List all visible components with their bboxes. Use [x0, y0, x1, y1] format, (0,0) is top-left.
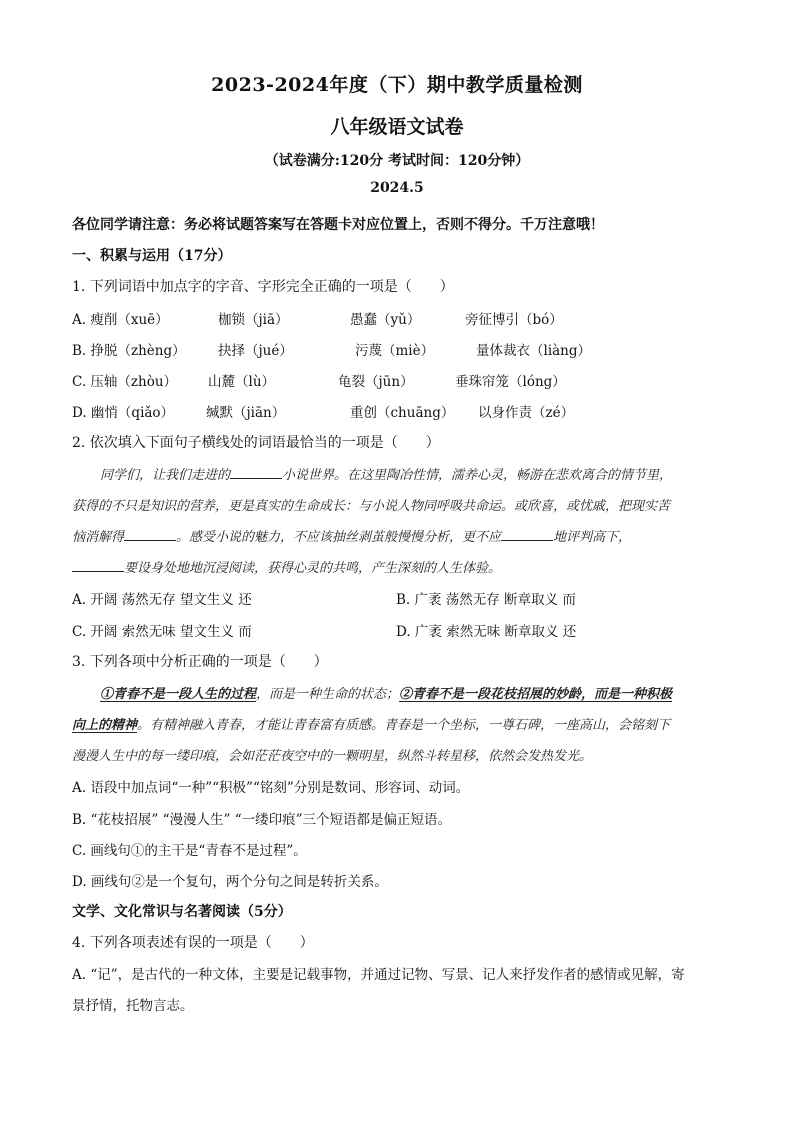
q1-option-b-4: 量体裁衣（liàng） [476, 343, 592, 359]
section2-heading: 文学、文化常识与名著阅读（5分） [72, 904, 292, 920]
q3-passage-text: ，而是一种生命的状态； [256, 687, 400, 702]
blank-3 [501, 528, 553, 541]
q2-passage-text: 小说世界。在这里陶冶性情，濡养心灵，畅游在悲欢离合的情节里， [282, 468, 673, 483]
q4-option-a-line1: A. “记”，是古代的一种文体，主要是记载事物，并通过记物、写景、记人来抒发作者的感情或见解，寄 [72, 967, 685, 983]
q1-option-d-3: 重创（chuāng） [350, 405, 455, 421]
q1-option-d-2: 缄默（jiān） [206, 405, 286, 421]
section1-heading: 一、积累与运用（17分） [72, 248, 232, 264]
q1-option-b-3: 污蔑（miè） [355, 343, 435, 359]
q3-option-a: A. 语段中加点词“一种”“积极”“铭刻”分别是数词、形容词、动词。 [72, 780, 470, 796]
blank-4 [72, 559, 124, 572]
blank-2 [124, 528, 176, 541]
exam-subtitle: 八年级语文试卷 [330, 116, 464, 138]
q2-passage-text: 恼消解得 [72, 530, 125, 545]
q1-option-c-1: C. 压轴（zhòu） [72, 374, 178, 390]
q2-passage-line3 [72, 526, 722, 545]
q1-stem: 1. 下列词语中加点字的字音、字形完全正确的一项是（ ） [72, 279, 454, 295]
q1-option-c-3: 龟裂（jūn） [338, 374, 414, 390]
exam-info: （试卷满分:120分 考试时间：120分钟） [264, 153, 530, 169]
q2-passage-line1 [100, 464, 750, 483]
q2-option-c: C. 开阔 索然无味 望文生义 而 [72, 624, 252, 640]
q2-passage-text: 。感受小说的魅力，不应该抽丝剥茧般慢慢分析，更不应 [176, 530, 502, 545]
q3-option-b: B. “花枝招展” “漫漫人生” “一缕印痕”三个短语都是偏正短语。 [72, 812, 451, 828]
q2-passage-text: 地评判高下， [553, 530, 632, 545]
notice-text: 各位同学请注意：务必将试题答案写在答题卡对应位置上，否则不得分。千万注意哦！ [72, 217, 604, 233]
q1-option-a-4: 旁征博引（bó） [465, 312, 563, 328]
q2-stem: 2. 依次填入下面句子横线处的词语最恰当的一项是（ ） [72, 435, 440, 451]
q2-passage-text: 同学们，让我们走进的 [100, 468, 231, 483]
q1-option-c-4: 垂珠帘笼（lóng） [455, 374, 566, 390]
q2-passage-line2: 获得的不只是知识的营养，更是真实的生命成长：与小说人物同呼吸共命运。或欣喜，或忧戚，把现实苦 [72, 499, 671, 514]
q1-option-a-3: 愚蠢（yǔ） [350, 312, 421, 328]
q3-passage-line3: 漫漫人生中的每一缕印痕，会如茫茫夜空中的一颗明星，纵然斗转星移，依然会发热发光。 [72, 749, 593, 764]
q4-option-a-line2: 景抒情，托物言志。 [72, 998, 194, 1014]
q4-stem: 4. 下列各项表述有误的一项是（ ） [72, 935, 314, 951]
exam-date: 2024.5 [370, 180, 424, 196]
q1-option-d-4: 以身作责（zé） [478, 405, 575, 421]
underlined-sentence-2: ②青春不是一段花枝招展的妙龄，而是一种积极 [399, 687, 673, 702]
q2-option-b: B. 广袤 荡然无存 断章取义 而 [396, 592, 576, 608]
q1-option-b-1: B. 挣脱（zhèng） [72, 343, 186, 359]
q3-stem: 3. 下列各项中分析正确的一项是（ ） [72, 654, 328, 670]
q3-option-c: C. 画线句①的主干是“青春不是过程”。 [72, 843, 307, 859]
q1-option-c-2: 山麓（lù） [208, 374, 276, 390]
q1-option-d-1: D. 幽悄（qiǎo） [72, 405, 175, 421]
q3-passage-line1 [100, 683, 750, 702]
q2-passage-line4 [72, 557, 722, 576]
q2-option-a: A. 开阔 荡然无存 望文生义 还 [72, 592, 252, 608]
underlined-sentence-1: ①青春不是一段人生的过程 [100, 687, 257, 702]
q1-option-b-2: 抉择（jué） [218, 343, 293, 359]
exam-title: 2023-2024年度（下）期中教学质量检测 [211, 74, 583, 96]
q2-passage-text: 要设身处地地沉浸阅读，获得心灵的共鸣，产生深刻的人生体验。 [124, 561, 502, 576]
q3-option-d: D. 画线句②是一个复句，两个分句之间是转折关系。 [72, 874, 388, 890]
q1-option-a-2: 枷锁（jiā） [218, 312, 289, 328]
q1-option-a-1: A. 瘦削（xuē） [72, 312, 169, 328]
blank-1 [230, 466, 282, 479]
q2-option-d: D. 广袤 索然无味 断章取义 还 [396, 624, 577, 640]
q3-passage-line2 [72, 714, 722, 733]
underlined-sentence-2-end: 向上的精神 [72, 718, 138, 733]
q3-passage-text: 。有精神融入青春，才能让青春富有质感。青春是一个坐标，一尊石碑，一座高山，会铭刻下 [137, 718, 671, 733]
